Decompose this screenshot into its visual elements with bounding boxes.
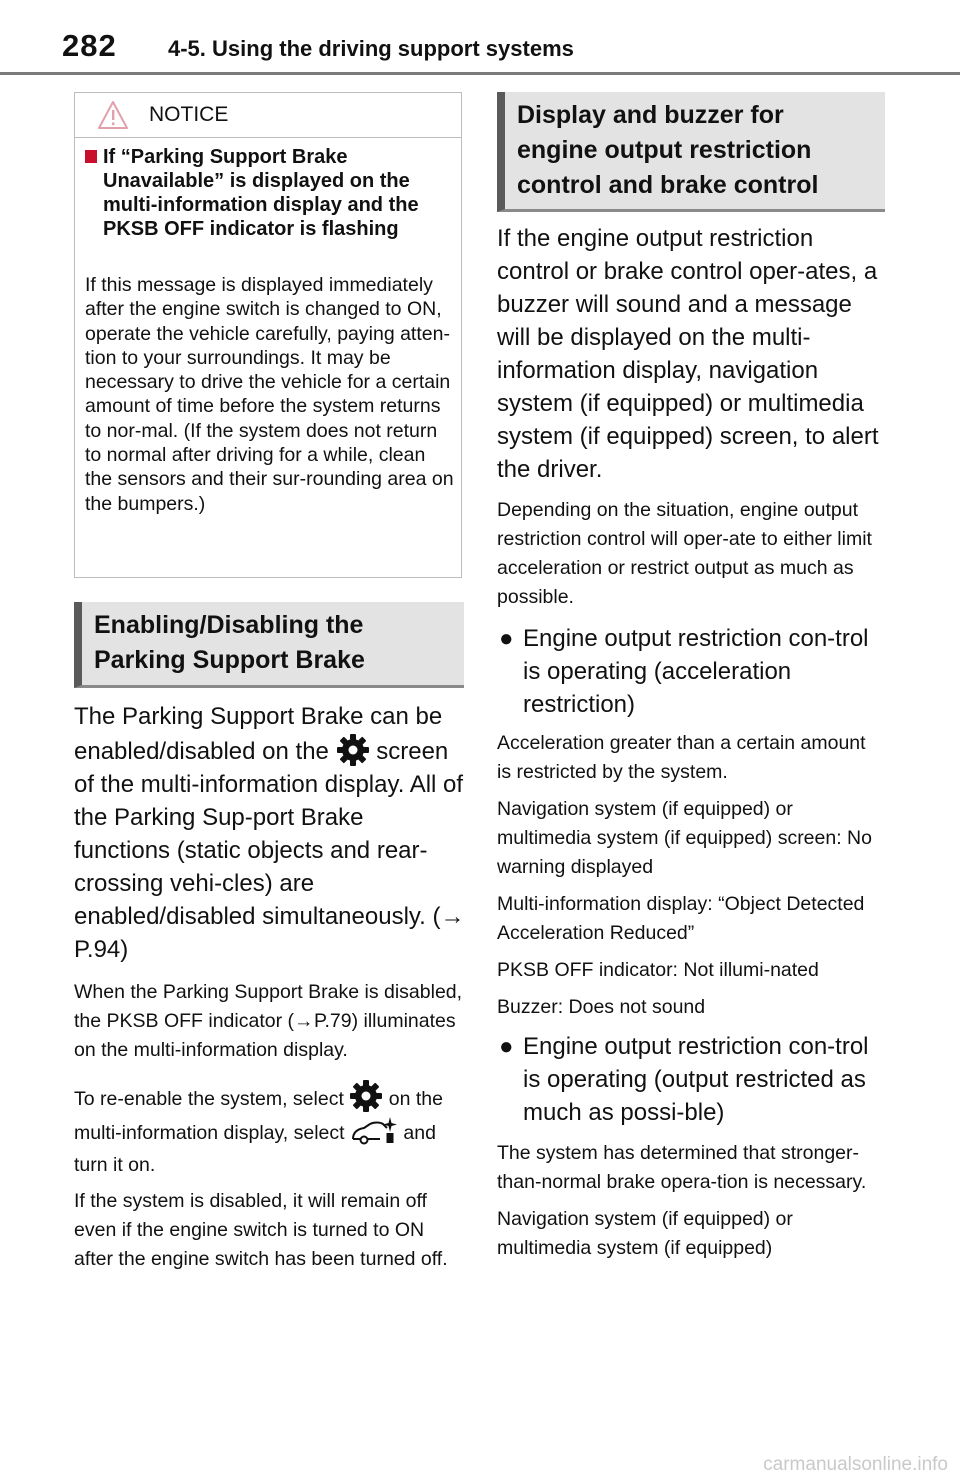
header-rule	[0, 72, 960, 75]
arrow-right-icon: →	[294, 1010, 314, 1032]
car-assist-icon	[350, 1115, 398, 1145]
enable-paragraph-2	[74, 978, 464, 1065]
enable-p1-text-a: The Parking Support Brake can be enabled/disabled on the	[74, 703, 443, 765]
gear-icon	[336, 733, 370, 767]
bullet2-p2: Navigation system (if equipped) or multimedia system (if equipped)	[497, 1208, 793, 1259]
red-square-bullet-icon	[85, 150, 97, 163]
bullet-dot-icon: ●	[499, 1033, 514, 1060]
enable-p3-text-b: on the multi-information display, select	[74, 1088, 443, 1144]
enable-paragraph-3	[74, 1079, 464, 1181]
enable-section-heading	[74, 602, 464, 688]
bullet1-title: Engine output restriction con-trol is operating (acceleration restriction)	[523, 625, 869, 718]
enable-p1-text-b: screen of the multi-information display. All of the Parking Sup-port Brake functions (static objects and rear-crossing vehi-cles) are enabled/disabled simultaneously. (	[74, 738, 464, 930]
bullet-dot-icon: ●	[499, 625, 514, 652]
bullet2-title: Engine output restriction con-trol is operating (output restricted as much as possi-ble)	[523, 1033, 869, 1126]
bullet1-p4: PKSB OFF indicator: Not illumi-nated	[497, 959, 819, 981]
display-intro: If the engine output restriction control or brake control oper-ates, a buzzer will sound and a message will be displayed on the multi-information display, navigation system (if equipped) or multimedia system (if equipped) screen, to alert the driver.	[497, 225, 879, 483]
bullet-output-restricted	[497, 1030, 885, 1129]
notice-heading	[85, 145, 445, 241]
display-title-line2: engine output restriction	[517, 136, 812, 164]
page-number: 282	[62, 28, 117, 63]
right-column	[497, 92, 885, 1263]
display-title-line1: Display and buzzer for	[517, 101, 784, 129]
enable-title-line2: Parking Support Brake	[94, 646, 365, 674]
watermark[interactable]: carmanualsonline.info	[763, 1454, 948, 1475]
section-title: 4-5. Using the driving support systems	[168, 36, 574, 61]
bullet1-p3: Multi-information display: “Object Detected Acceleration Reduced”	[497, 893, 865, 944]
bullet-acceleration-restriction	[497, 622, 885, 721]
enable-p3-text-c: and turn it on.	[74, 1122, 436, 1176]
enable-title-line1: Enabling/Disabling the	[94, 611, 364, 639]
enable-p2-text-a: When the Parking Support Brake is disabled, the PKSB OFF indicator (	[74, 981, 463, 1032]
notice-header	[75, 93, 461, 138]
display-note: Depending on the situation, engine output restriction control will oper-ate to either limit acceleration or restrict output as much as possible.	[497, 499, 872, 608]
notice-label: NOTICE	[149, 103, 229, 126]
enable-p1-ref: P.94)	[74, 936, 129, 963]
enable-p3-text-a: To re-enable the system, select	[74, 1088, 344, 1110]
notice-box	[74, 92, 462, 578]
notice-heading-text: If “Parking Support Brake Unavailable” is displayed on the multi-information display and the PKSB OFF indicator is flashing	[103, 146, 419, 240]
enable-p2-ref: P.79) illuminates on the multi-information display.	[74, 1010, 456, 1061]
display-title-line3: control and brake control	[517, 171, 819, 199]
bullet1-p5: Buzzer: Does not sound	[497, 996, 706, 1018]
bullet1-p1: Acceleration greater than a certain amount is restricted by the system.	[497, 732, 866, 783]
notice-body: If this message is displayed immediately after the engine switch is changed to ON, operate the vehicle carefully, paying atten-tion to your surroundings. It may be necessary to drive the vehicle for a certain amount of time before the system returns to nor-mal. (If the system does not return to normal after driving for a while, clean the sensors and their sur-rounding area on the bumpers.)	[85, 274, 454, 515]
enable-paragraph-1	[74, 700, 464, 966]
bullet1-p2: Navigation system (if equipped) or multimedia system (if equipped) screen: No warning displayed	[497, 798, 872, 878]
arrow-right-icon: →	[440, 903, 465, 930]
warning-triangle-icon	[97, 100, 129, 130]
display-section-heading	[497, 92, 885, 212]
left-column	[74, 92, 464, 1274]
bullet2-p1: The system has determined that stronger-than-normal brake opera-tion is necessary.	[497, 1142, 867, 1193]
gear-icon	[349, 1079, 383, 1113]
enable-paragraph-4: If the system is disabled, it will remain off even if the engine switch is turned to ON after the engine switch has been turned off.	[74, 1190, 448, 1270]
